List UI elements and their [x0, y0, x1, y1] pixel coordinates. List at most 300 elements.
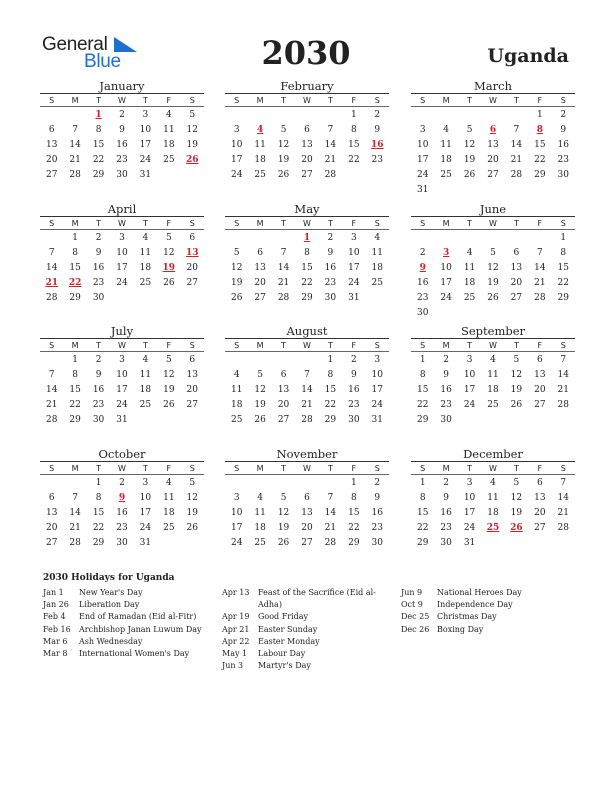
week-row [40, 476, 204, 491]
holiday-item [43, 648, 213, 660]
week-row [411, 183, 575, 198]
day: 22 [92, 155, 105, 165]
day: 13 [510, 263, 523, 273]
month-february [225, 79, 389, 183]
weekday-label: T [467, 219, 472, 228]
holiday-name: Easter Monday [258, 636, 320, 646]
day: 21 [69, 155, 81, 165]
empty-day [505, 536, 528, 551]
holiday-item [222, 648, 384, 660]
holiday-name: National Heroes Day [437, 588, 522, 597]
weekday-label: S [560, 96, 566, 105]
weekday-label: S [420, 96, 426, 105]
day: 17 [139, 508, 152, 518]
holiday-name: New Year's Day [79, 588, 143, 597]
empty-day [272, 108, 295, 123]
week-row [411, 413, 575, 428]
weekday-header [411, 462, 575, 475]
day: 29 [534, 170, 546, 180]
weekday-label: T [96, 96, 101, 105]
day: 2 [443, 478, 449, 488]
day: 22 [416, 523, 429, 533]
weekday-label: M [71, 341, 79, 350]
day: 13 [45, 508, 58, 518]
day: 5 [189, 110, 196, 120]
day: 11 [463, 263, 476, 273]
weekday-label: T [281, 96, 286, 105]
empty-day [458, 108, 481, 123]
empty-day [528, 413, 551, 428]
holiday-date: Apr 19 [222, 612, 250, 622]
empty-day [319, 108, 342, 123]
day: 1 [560, 233, 567, 243]
day: 12 [487, 263, 499, 273]
day: 5 [189, 478, 196, 488]
weekday-label: S [49, 341, 55, 350]
week-row [411, 383, 575, 398]
day: 7 [560, 478, 567, 488]
day: 29 [301, 293, 313, 303]
weekday-label: F [166, 96, 172, 105]
empty-day [505, 108, 528, 123]
day: 26 [487, 293, 499, 303]
day: 2 [327, 233, 334, 243]
day: 12 [230, 263, 243, 273]
year-title: 2030 [261, 34, 351, 72]
weekday-label: S [189, 341, 195, 350]
day: 16 [416, 278, 429, 288]
day: 27 [254, 293, 266, 303]
month-name: August [225, 324, 389, 339]
weekday-header [225, 462, 389, 475]
holiday-day: 1 [303, 233, 311, 243]
week-row [40, 291, 204, 306]
day: 9 [95, 370, 102, 380]
holiday-column-2 [222, 587, 384, 672]
holiday-name: Good Friday [258, 612, 309, 622]
weekday-header [40, 339, 204, 352]
day: 1 [72, 233, 78, 243]
day: 15 [416, 508, 429, 518]
holiday-name: Easter Sunday [258, 624, 318, 634]
day: 1 [350, 478, 357, 488]
day: 9 [327, 248, 334, 258]
day: 22 [348, 155, 360, 165]
weekday-label: S [234, 341, 240, 350]
day: 5 [490, 248, 496, 258]
day: 28 [45, 415, 58, 425]
day: 26 [186, 523, 198, 533]
month-june [411, 202, 575, 321]
day: 30 [92, 415, 105, 425]
month-name: May [225, 202, 389, 217]
weekday-label: S [49, 219, 55, 228]
week-row [411, 306, 575, 321]
day: 11 [163, 493, 175, 503]
day: 15 [324, 385, 337, 395]
day: 2 [374, 110, 381, 120]
day: 19 [277, 523, 290, 533]
day: 20 [534, 385, 546, 395]
holiday-date: Feb 4 [43, 612, 66, 622]
month-april [40, 202, 204, 306]
week-row [225, 506, 389, 521]
day: 20 [301, 523, 313, 533]
empty-day [528, 306, 551, 321]
day: 24 [139, 523, 152, 533]
holiday-day: 9 [118, 493, 126, 503]
day: 14 [69, 508, 81, 518]
day: 20 [186, 385, 198, 395]
day: 24 [463, 523, 476, 533]
day: 12 [186, 493, 198, 503]
empty-day [528, 536, 551, 551]
week-row [411, 168, 575, 183]
day: 31 [416, 185, 429, 195]
day: 24 [230, 538, 243, 548]
day: 18 [139, 385, 152, 395]
holiday-day: 4 [257, 125, 264, 135]
day: 5 [466, 125, 473, 135]
weekday-label: F [351, 464, 357, 473]
holiday-name: Christmas Day [437, 612, 497, 622]
empty-day [272, 476, 295, 491]
day: 6 [48, 125, 55, 135]
day: 23 [116, 523, 128, 533]
day: 14 [45, 263, 58, 273]
week-row [40, 153, 204, 168]
day: 14 [277, 263, 290, 273]
day: 10 [463, 370, 476, 380]
holiday-date: Jun 9 [401, 588, 423, 597]
day: 17 [348, 263, 360, 273]
week-row [40, 368, 204, 383]
day: 8 [95, 493, 102, 503]
day: 20 [534, 508, 546, 518]
empty-day [552, 306, 575, 321]
week-row [40, 413, 204, 428]
month-name: June [411, 202, 575, 217]
weekday-header [411, 339, 575, 352]
day: 15 [92, 508, 105, 518]
day: 3 [119, 355, 125, 365]
empty-day [181, 413, 204, 428]
logo-blue-text: Blue [84, 51, 121, 72]
day: 19 [510, 385, 523, 395]
holidays-title: 2030 Holidays for Uganda [43, 573, 175, 583]
day: 9 [374, 493, 381, 503]
month-july [40, 324, 204, 428]
month-september [411, 324, 575, 428]
day: 13 [301, 140, 313, 150]
month-october [40, 447, 204, 551]
day: 23 [116, 155, 128, 165]
empty-day [63, 108, 86, 123]
day: 28 [301, 415, 313, 425]
weekday-label: F [166, 464, 172, 473]
day: 10 [116, 370, 128, 380]
day: 30 [416, 308, 429, 318]
day: 25 [463, 293, 476, 303]
holiday-name: Labour Day [258, 649, 306, 659]
empty-day [295, 476, 318, 491]
weekday-label: M [442, 464, 450, 473]
day: 19 [463, 155, 476, 165]
day: 15 [92, 140, 105, 150]
day: 10 [139, 125, 152, 135]
day: 18 [139, 263, 152, 273]
day: 11 [163, 125, 175, 135]
empty-day [40, 231, 63, 246]
weekday-header [40, 217, 204, 230]
day: 31 [463, 538, 476, 548]
day: 10 [463, 493, 476, 503]
day: 21 [301, 400, 313, 410]
empty-day [481, 108, 504, 123]
week-row [225, 536, 389, 551]
weekday-label: T [327, 341, 333, 350]
day: 30 [371, 538, 383, 548]
day: 30 [92, 293, 105, 303]
day: 17 [440, 278, 452, 288]
day: 28 [45, 293, 58, 303]
day: 27 [186, 400, 198, 410]
day: 18 [230, 400, 243, 410]
empty-day [458, 231, 481, 246]
holiday-name: International Women's Day [79, 649, 190, 659]
week-row [40, 138, 204, 153]
day: 1 [95, 478, 102, 488]
day: 29 [92, 170, 105, 180]
month-may [225, 202, 389, 306]
weekday-label: T [513, 219, 519, 228]
day: 17 [416, 155, 429, 165]
day: 1 [72, 355, 78, 365]
week-row [411, 276, 575, 291]
day: 7 [560, 355, 567, 365]
empty-day [248, 476, 271, 491]
day: 21 [557, 508, 569, 518]
day: 19 [277, 155, 290, 165]
weekday-label: T [467, 96, 472, 105]
holiday-day: 8 [536, 125, 543, 135]
week-row [411, 153, 575, 168]
day: 28 [69, 170, 81, 180]
day: 13 [534, 493, 546, 503]
empty-day [225, 353, 248, 368]
day: 26 [254, 415, 266, 425]
day: 1 [419, 355, 426, 365]
day: 21 [510, 155, 523, 165]
day: 19 [163, 385, 175, 395]
day: 2 [560, 110, 567, 120]
week-row [225, 138, 389, 153]
day: 13 [186, 370, 198, 380]
day: 10 [139, 493, 152, 503]
day: 4 [165, 478, 172, 488]
empty-day [434, 231, 457, 246]
empty-day [63, 476, 86, 491]
day: 25 [254, 170, 266, 180]
holiday-date: Jun 3 [222, 661, 244, 671]
day: 24 [463, 400, 476, 410]
week-row [411, 231, 575, 246]
day: 24 [116, 278, 128, 288]
day: 17 [230, 523, 243, 533]
week-row [40, 506, 204, 521]
empty-day [411, 108, 434, 123]
day: 14 [534, 263, 546, 273]
week-row [225, 353, 389, 368]
weekday-label: T [142, 219, 148, 228]
day: 18 [463, 278, 476, 288]
day: 14 [301, 385, 313, 395]
holiday-name: Archbishop Janan Luwum Day [79, 624, 202, 634]
day: 3 [142, 478, 149, 488]
week-row [40, 521, 204, 536]
day: 4 [165, 110, 172, 120]
day: 16 [440, 385, 452, 395]
week-row [225, 246, 389, 261]
day: 4 [142, 355, 149, 365]
week-row [411, 398, 575, 413]
day: 27 [301, 170, 313, 180]
week-row [40, 353, 204, 368]
day: 26 [163, 278, 175, 288]
day: 26 [277, 538, 290, 548]
empty-day [505, 413, 528, 428]
holiday-day: 13 [185, 248, 199, 258]
day: 1 [350, 110, 357, 120]
day: 8 [350, 493, 357, 503]
day: 6 [513, 248, 520, 258]
empty-day [248, 108, 271, 123]
holiday-name: Martyr's Day [258, 661, 311, 671]
empty-day [481, 231, 504, 246]
day: 4 [466, 248, 473, 258]
day: 5 [513, 478, 520, 488]
day: 1 [419, 478, 426, 488]
day: 12 [463, 140, 476, 150]
day: 22 [348, 523, 360, 533]
week-row [40, 261, 204, 276]
holiday-date: Jan 1 [43, 588, 64, 597]
weekday-label: T [142, 341, 148, 350]
weekday-label: T [327, 219, 333, 228]
day: 14 [557, 370, 569, 380]
holiday-date: Apr 13 [222, 588, 250, 597]
day: 10 [371, 370, 383, 380]
day: 5 [513, 355, 520, 365]
holiday-date: Jan 26 [43, 600, 69, 610]
day: 20 [254, 278, 266, 288]
week-row [411, 506, 575, 521]
day: 25 [440, 170, 452, 180]
day: 19 [487, 278, 499, 288]
day: 24 [416, 170, 429, 180]
day: 1 [327, 355, 334, 365]
day: 16 [116, 508, 128, 518]
weekday-label: M [442, 96, 450, 105]
empty-day [481, 306, 504, 321]
day: 18 [163, 140, 175, 150]
day: 18 [254, 155, 266, 165]
weekday-label: F [537, 96, 543, 105]
weekday-label: M [442, 219, 450, 228]
day: 12 [186, 125, 198, 135]
day: 17 [463, 508, 476, 518]
day: 25 [254, 538, 266, 548]
day: 2 [419, 248, 426, 258]
day: 10 [230, 140, 243, 150]
holiday-date: Apr 21 [222, 624, 250, 634]
day: 6 [48, 493, 55, 503]
day: 23 [348, 400, 360, 410]
day: 5 [233, 248, 240, 258]
day: 7 [513, 125, 520, 135]
day: 22 [92, 523, 105, 533]
holiday-name: Ash Wednesday [79, 636, 143, 646]
month-name: July [40, 324, 204, 339]
week-row [411, 353, 575, 368]
day: 9 [443, 493, 449, 503]
day: 23 [371, 155, 383, 165]
holiday-day: 19 [162, 263, 176, 273]
day: 20 [487, 155, 499, 165]
day: 13 [254, 263, 266, 273]
week-row [40, 383, 204, 398]
day: 19 [186, 508, 198, 518]
day: 7 [48, 370, 55, 380]
weekday-label: T [96, 219, 101, 228]
holiday-day: 6 [489, 125, 497, 135]
day: 7 [327, 125, 334, 135]
week-row [40, 246, 204, 261]
empty-day [458, 183, 481, 198]
day: 12 [277, 508, 290, 518]
week-row [411, 476, 575, 491]
day: 2 [119, 478, 125, 488]
holiday-column-1 [43, 587, 213, 660]
week-row [225, 383, 389, 398]
day: 9 [119, 125, 125, 135]
weekday-label: S [234, 464, 240, 473]
empty-day [434, 108, 457, 123]
day: 3 [466, 478, 473, 488]
day: 9 [374, 125, 381, 135]
day: 19 [254, 400, 266, 410]
holiday-name: Liberation Day [79, 600, 140, 610]
weekday-label: W [489, 219, 497, 228]
empty-day [181, 536, 204, 551]
day: 12 [163, 370, 175, 380]
weekday-label: W [489, 96, 497, 105]
weekday-label: S [189, 219, 195, 228]
day: 3 [233, 125, 240, 135]
holiday-item [401, 624, 571, 636]
weekday-label: S [420, 464, 426, 473]
day: 9 [350, 370, 357, 380]
day: 4 [490, 355, 496, 365]
day: 5 [165, 233, 172, 243]
day: 5 [165, 355, 172, 365]
holiday-date: Oct 9 [401, 600, 423, 610]
month-january [40, 79, 204, 183]
holiday-item [43, 587, 213, 599]
day: 17 [463, 385, 476, 395]
holiday-item [43, 599, 213, 611]
day: 17 [139, 140, 152, 150]
